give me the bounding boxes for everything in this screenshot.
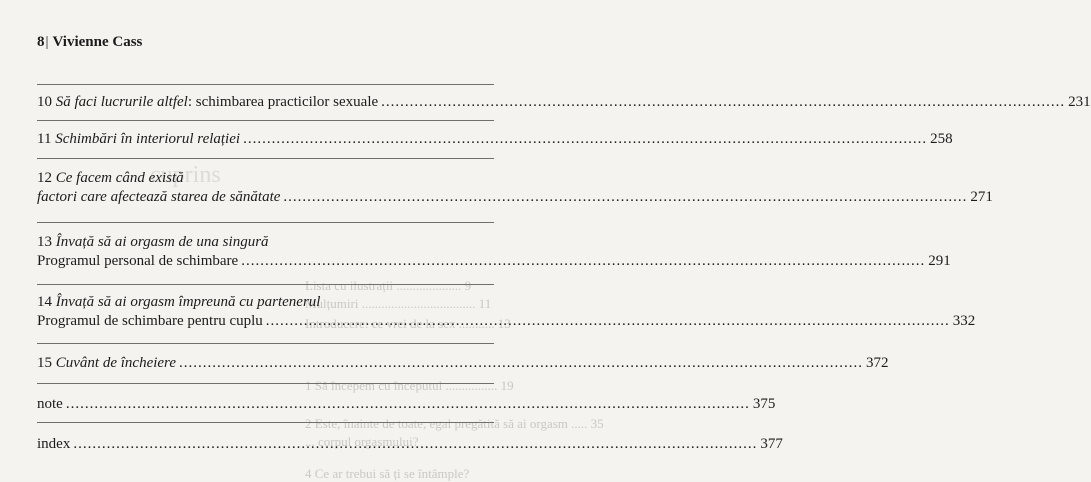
dot-leader bbox=[73, 435, 757, 454]
entry-number: 15 bbox=[37, 355, 52, 371]
entry-title-rest: : schimbarea practicilor sexuale bbox=[187, 94, 379, 110]
toc-entry-10 bbox=[37, 93, 1091, 112]
entry-number: 10 bbox=[37, 94, 52, 110]
entry-subtitle: Programul personal de schimbare bbox=[37, 253, 239, 269]
dot-leader bbox=[241, 252, 925, 271]
entry-page: 377 bbox=[760, 436, 783, 452]
divider bbox=[37, 422, 494, 423]
entry-page: 271 bbox=[970, 189, 993, 205]
entry-page: 332 bbox=[952, 313, 976, 329]
entry-page: 258 bbox=[930, 131, 953, 147]
toc-entry-11 bbox=[37, 130, 953, 149]
bleed-through-text: Mulțumiri ................................... 11 bbox=[305, 296, 492, 311]
divider bbox=[37, 284, 494, 285]
entry-number: 12 bbox=[37, 170, 52, 186]
toc-entry-13 bbox=[37, 233, 951, 271]
entry-title: Ce facem când există bbox=[55, 170, 184, 186]
divider bbox=[37, 158, 494, 159]
author-name: Vivienne Cass bbox=[52, 34, 143, 50]
entry-number: 11 bbox=[37, 131, 52, 147]
toc-entry-12 bbox=[37, 169, 993, 207]
entry-page: 291 bbox=[928, 253, 951, 269]
dot-leader bbox=[381, 93, 1065, 112]
dot-leader bbox=[283, 188, 967, 207]
entry-number: 13 bbox=[37, 234, 52, 250]
dot-leader bbox=[179, 354, 863, 373]
bleed-through-text: 1 Să începem cu începutul ................ 19 bbox=[305, 378, 514, 393]
toc-entry-notes bbox=[37, 395, 776, 414]
divider bbox=[37, 343, 494, 344]
entry-title-line2: factori care afectează starea de sănătate bbox=[37, 189, 281, 205]
toc-entry-index bbox=[37, 435, 783, 454]
entry-title: Să faci lucrurile altfel bbox=[55, 94, 188, 110]
dot-leader bbox=[266, 312, 950, 331]
entry-page: 372 bbox=[865, 355, 889, 371]
bleed-through-text: 2 Este, înainte de toate, egal pregătită să ai orgasm ..... 35 bbox=[305, 416, 604, 431]
divider bbox=[37, 84, 494, 85]
entry-number: 14 bbox=[37, 294, 52, 310]
entry-title: Învață să ai orgasm de una singură bbox=[55, 234, 269, 250]
bleed-through-text: ... corpul orgasmului? bbox=[305, 434, 419, 449]
divider bbox=[37, 120, 494, 121]
dot-leader bbox=[66, 395, 750, 414]
toc-entry-15 bbox=[37, 354, 889, 373]
bleed-through-text: cuprins bbox=[150, 162, 221, 188]
entry-title: note bbox=[37, 396, 63, 412]
entry-page: 375 bbox=[752, 396, 776, 412]
bleed-through-text: Lista cu ilustrații .................... 9 bbox=[305, 278, 472, 293]
entry-title: Schimbări în interiorul relației bbox=[55, 131, 241, 147]
running-header bbox=[37, 34, 142, 51]
bleed-through-text: 4 Ce ar trebui să ți se întâmple? bbox=[305, 466, 470, 481]
entry-subtitle: Programul de schimbare pentru cuplu bbox=[37, 313, 263, 329]
divider bbox=[37, 383, 494, 384]
entry-title: index bbox=[37, 436, 71, 452]
entry-page: 231 bbox=[1068, 94, 1091, 110]
header-separator: | bbox=[45, 34, 49, 50]
page-number: 8 bbox=[37, 34, 45, 50]
bleed-through-text: Introducere: ce vrei de la sex ........... 13 bbox=[305, 316, 511, 331]
entry-title: Cuvânt de încheiere bbox=[55, 355, 176, 371]
divider bbox=[37, 222, 494, 223]
toc-entry-14 bbox=[37, 293, 976, 331]
dot-leader bbox=[243, 130, 927, 149]
entry-title: Învață să ai orgasm împreună cu partenerul bbox=[55, 294, 321, 310]
